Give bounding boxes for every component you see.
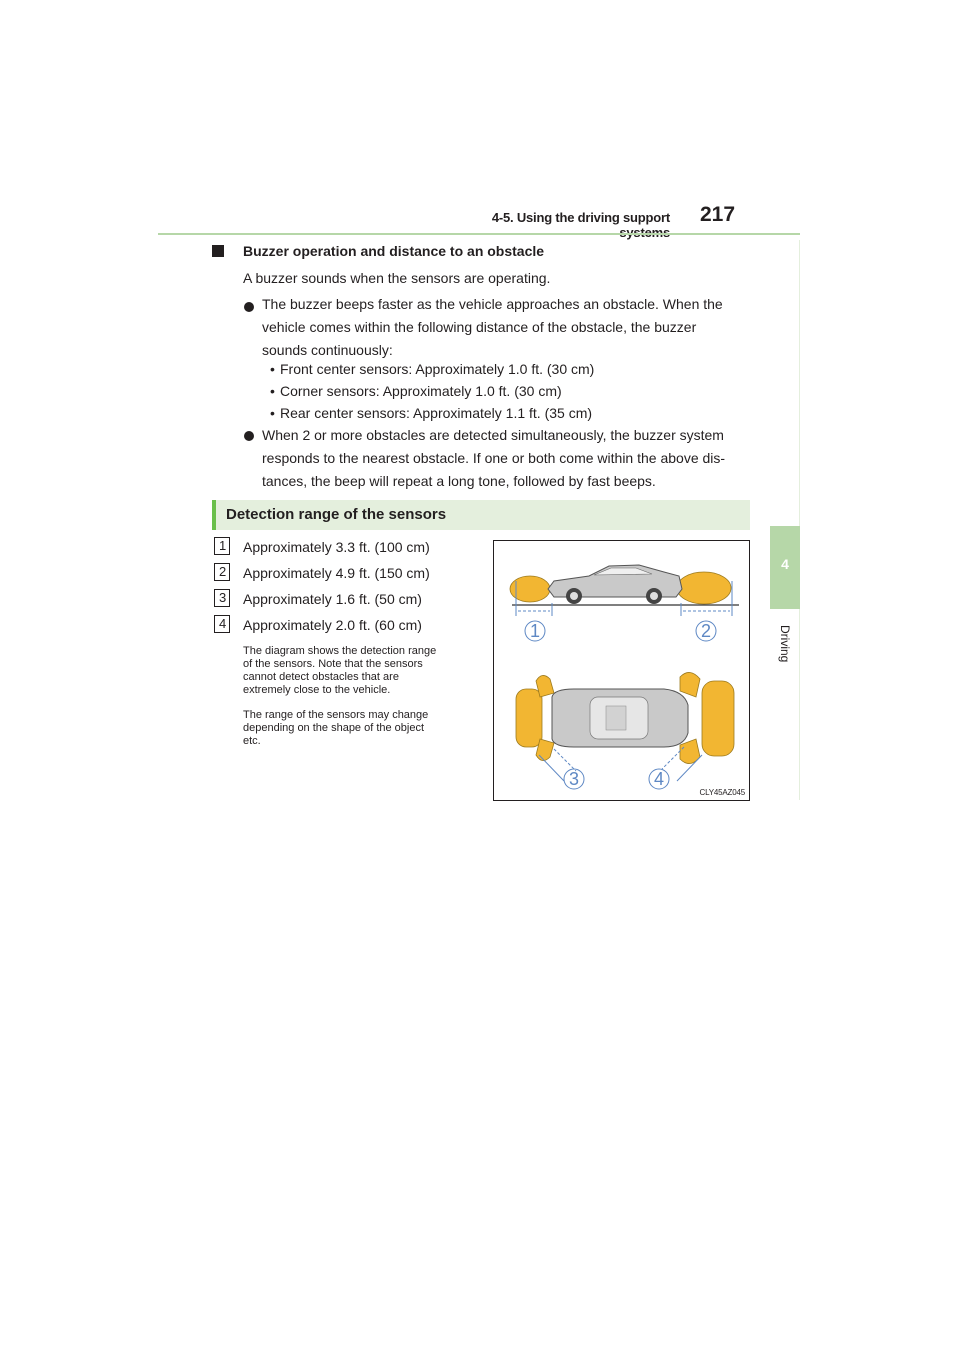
range-2-text: Approximately 4.9 ft. (150 cm) (243, 565, 430, 581)
diagram-label-3: 3 (569, 769, 580, 789)
sub-item-front-text: Front center sensors: Approximately 1.0 ft. (30 cm) (280, 361, 595, 377)
bullet-2-line-2: responds to the nearest obstacle. If one or both come within the above dis- (262, 450, 726, 466)
sub-item-front (270, 358, 594, 380)
page-number: 217 (700, 203, 736, 226)
chapter-label (776, 617, 796, 687)
note-1-line-1: The diagram shows the detection range (243, 645, 437, 657)
sub-item-rear (270, 402, 592, 424)
bullet-icon (244, 302, 254, 312)
top-view-car (516, 672, 734, 781)
range-number-badge: 1 (214, 537, 234, 555)
sensor-diagram-svg (494, 541, 749, 800)
note-1-line-2: of the sensors. Note that the sensors (243, 658, 423, 670)
diagram-label-4: 4 (654, 769, 665, 789)
sub-bullet-icon: • (270, 361, 275, 377)
detection-range-heading: Detection range of the sensors (226, 506, 447, 523)
note-2-line-2: depending on the shape of the object (243, 722, 425, 734)
side-rule (799, 240, 800, 800)
section-square-icon (212, 245, 224, 257)
chapter-tab[interactable] (770, 526, 800, 609)
range-3-text: Approximately 1.6 ft. (50 cm) (243, 591, 422, 607)
chapter-number: 4 (781, 556, 789, 572)
sub-bullet-icon: • (270, 405, 275, 421)
diagram-code: CLY45AZ045 (699, 788, 745, 797)
buzzer-section-heading: Buzzer operation and distance to an obstacle (243, 243, 545, 259)
diagram-label-2: 2 (701, 621, 712, 641)
bullet-2-line-1: When 2 or more obstacles are detected simultaneously, the buzzer system (262, 427, 724, 443)
sub-item-corner-text: Corner sensors: Approximately 1.0 ft. (30 cm) (280, 383, 562, 399)
running-header-title: 4-5. Using the driving support (491, 210, 670, 225)
sub-item-rear-text: Rear center sensors: Approximately 1.1 ft. (35 cm) (280, 405, 593, 421)
range-4-text: Approximately 2.0 ft. (60 cm) (243, 617, 422, 633)
header-rule (158, 233, 800, 235)
range-number-badge: 4 (214, 615, 234, 633)
range-number-badge: 3 (214, 589, 234, 607)
note-2-line-3: etc. (243, 735, 261, 747)
note-1-line-4: extremely close to the vehicle. (243, 684, 391, 696)
note-2-line-1: The range of the sensors may change (243, 709, 429, 721)
range-number-badge: 2 (214, 563, 234, 581)
bullet-1-line-3: sounds continuously: (262, 342, 393, 358)
side-view-car (510, 565, 739, 616)
buzzer-intro: A buzzer sounds when the sensors are operating. (243, 270, 551, 286)
bullet-1-line-2: vehicle comes within the following distance of the obstacle, the buzzer (262, 319, 697, 335)
sub-bullet-icon: • (270, 383, 275, 399)
bullet-1-line-1: The buzzer beeps faster as the vehicle approaches an obstacle. When the (262, 296, 723, 312)
note-1-line-3: cannot detect obstacles that are (243, 671, 399, 683)
bullet-icon (244, 431, 254, 441)
detection-range-heading-box (212, 500, 750, 530)
diagram-label-1: 1 (530, 621, 541, 641)
bullet-2-line-3: tances, the beep will repeat a long tone, followed by fast beeps. (262, 473, 656, 489)
sensor-range-diagram (493, 540, 750, 801)
chapter-label-text: Driving (778, 625, 792, 663)
sub-item-corner (270, 380, 562, 402)
range-1-text: Approximately 3.3 ft. (100 cm) (243, 539, 430, 555)
